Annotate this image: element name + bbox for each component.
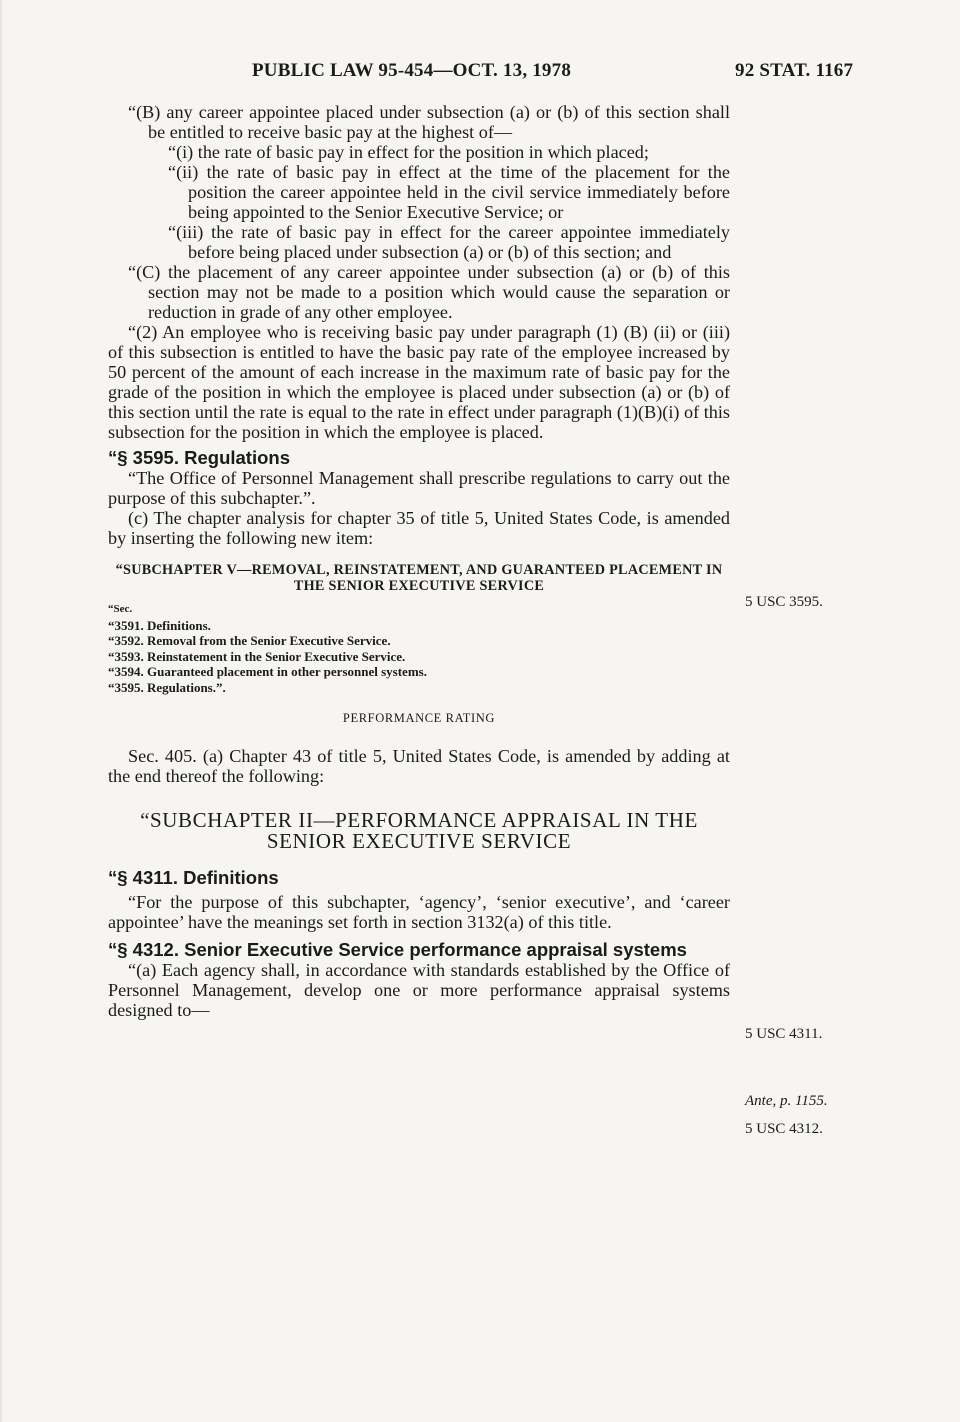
para-b-iii: “(iii) the rate of basic pay in effect for the career appointee immediately before being placed under subsection (a) or (b) of this section; and xyxy=(168,222,730,262)
toc-line: “3593. Reinstatement in the Senior Executive Service. xyxy=(108,648,406,664)
toc-line: “3594. Guaranteed placement in other personnel systems. xyxy=(108,664,427,680)
margin-note-5usc3595: 5 USC 3595. xyxy=(745,594,823,610)
running-header-stat: 92 STAT. 1167 xyxy=(735,60,854,81)
section-4311-heading: “§ 4311. Definitions xyxy=(108,866,279,888)
toc-line: “3592. Removal from the Senior Executive Service. xyxy=(108,633,391,649)
section-4312-text: “(a) Each agency shall, in accordance with standards established by the Office of Personnel Management, develop one or more performance appraisal systems designed to— xyxy=(108,959,730,1020)
margin-note-5usc4311: 5 USC 4311. xyxy=(745,1026,823,1042)
table-of-sections xyxy=(108,602,730,696)
section-4312-heading: “§ 4312. Senior Executive Service performance appraisal systems xyxy=(108,938,687,960)
para-chapter-analysis: (c) The chapter analysis for chapter 35 of title 5, United States Code, is amended by inserting the following new item: xyxy=(108,508,730,548)
para-b-i: “(i) the rate of basic pay in effect for the position in which placed; xyxy=(168,142,649,162)
section-4311-text: “For the purpose of this subchapter, ‘agency’, ‘senior executive’, and ‘career appointee’ have the meanings set forth in section 3132(a) of this title. xyxy=(108,891,730,932)
running-header-title: PUBLIC LAW 95-454—OCT. 13, 1978 xyxy=(252,60,572,81)
para-b-ii: “(ii) the rate of basic pay in effect at the time of the placement for the position the career appointee held in the civil service immediately before being appointed to the Senior Executive Service; or xyxy=(168,162,730,222)
toc-line: “3591. Definitions. xyxy=(108,617,211,633)
section-405-text: Sec. 405. (a) Chapter 43 of title 5, United States Code, is amended by adding at the end thereof the following: xyxy=(108,745,730,786)
para-c: “(C) the placement of any career appointee under subsection (a) or (b) of this section may not be made to a position which would cause the separation or reduction in grade of any other employee. xyxy=(128,262,730,322)
performance-rating-heading: PERFORMANCE RATING xyxy=(342,710,496,725)
margin-note-ante: Ante, p. 1155. xyxy=(745,1093,828,1109)
subchapter-v-heading: “SUBCHAPTER V—REMOVAL, REINSTATEMENT, AND GUARANTEED PLACEMENT IN THE SENIOR EXECUTIVE SERVICE xyxy=(115,562,723,594)
toc-line: “Sec. xyxy=(108,603,133,615)
subchapter-ii-heading: “SUBCHAPTER II—PERFORMANCE APPRAISAL IN THE SENIOR EXECUTIVE SERVICE xyxy=(140,807,698,853)
page-edge xyxy=(0,0,2,1422)
margin-note-5usc4312: 5 USC 4312. xyxy=(745,1121,823,1137)
toc-line: “3595. Regulations.”. xyxy=(108,679,226,695)
section-3595-text: “The Office of Personnel Management shall prescribe regulations to carry out the purpose of this subchapter.”. xyxy=(108,468,730,508)
para-b: “(B) any career appointee placed under subsection (a) or (b) of this section shall be entitled to receive basic pay at the highest of— xyxy=(128,102,730,142)
para-2: “(2) An employee who is receiving basic pay under paragraph (1) (B) (ii) or (iii) of this subsection is entitled to have the basic pay rate of the employee increased by 50 percent of the amount of each increase in the maximum rate of basic pay for the grade of the position in which the employee is placed under subsection (a) or (b) of this section until the rate is equal to the rate in effect under paragraph (1)(B)(i) of this subsection for the position in which the employee is placed. xyxy=(108,322,730,442)
body-text xyxy=(108,102,730,1020)
section-3595-heading: “§ 3595. Regulations xyxy=(108,447,290,468)
